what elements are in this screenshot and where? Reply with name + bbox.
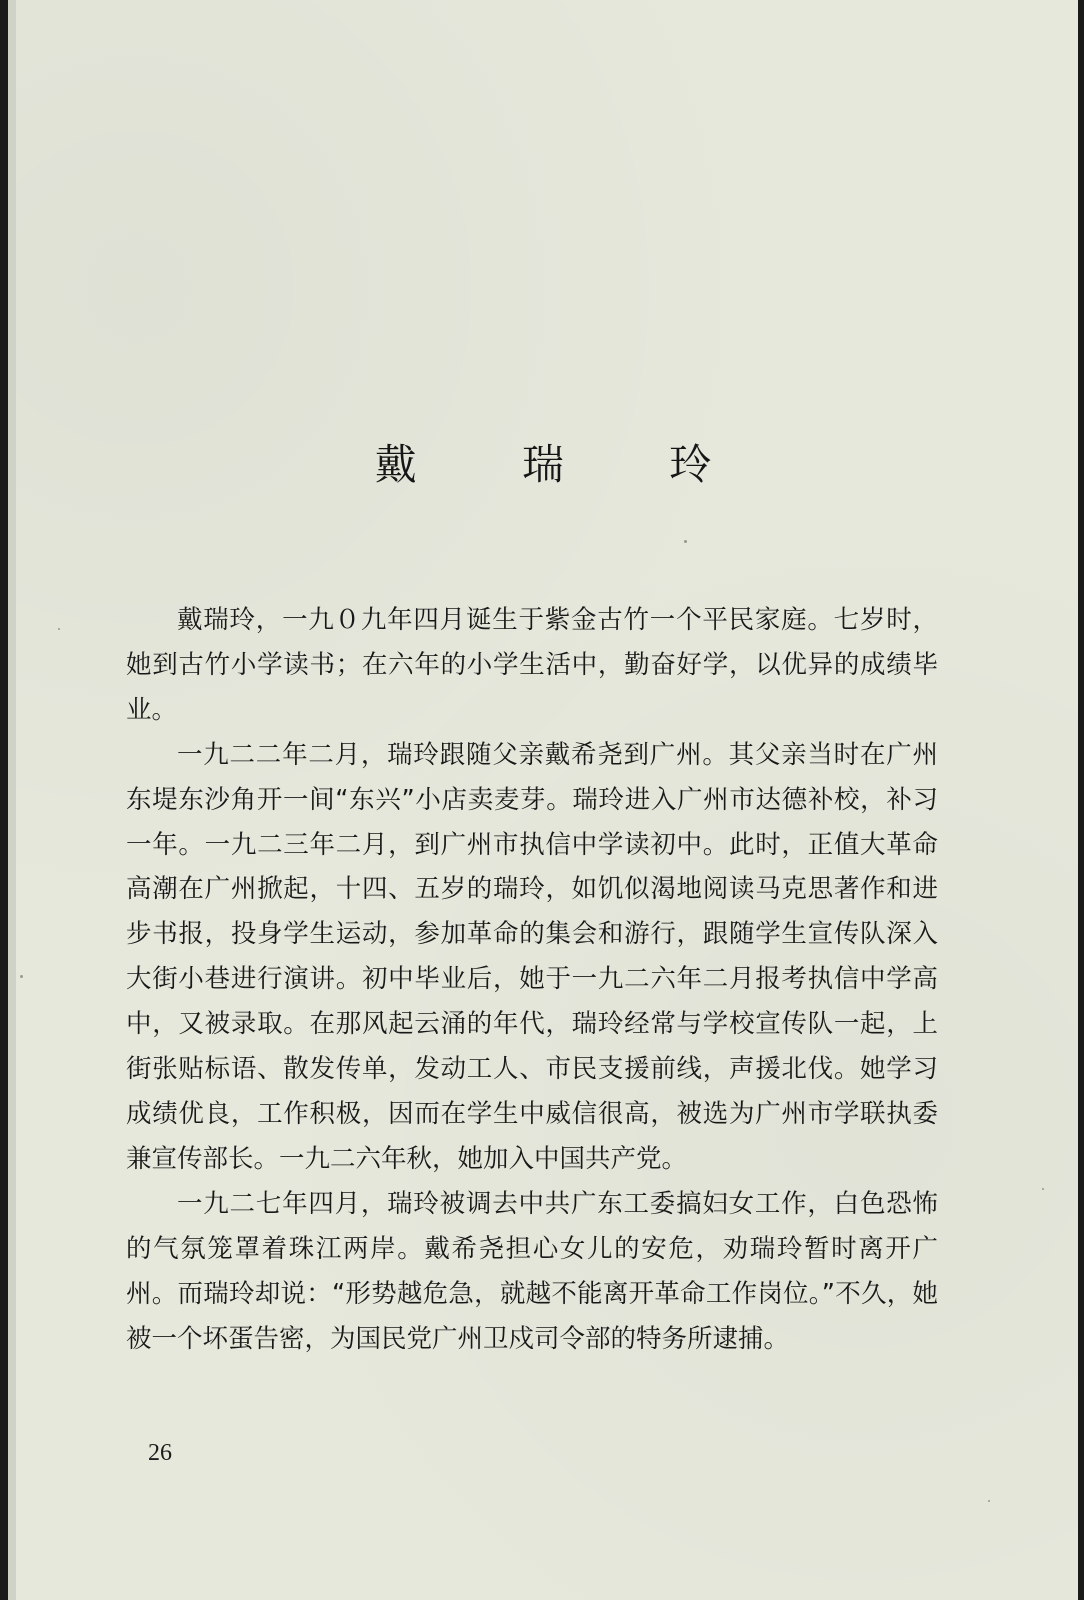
paper-speck [988, 1500, 990, 1502]
chapter-title: 戴 瑞 玲 [374, 440, 758, 489]
paragraph-3: 一九二七年四月，瑞玲被调去中共广东工委搞妇女工作，白色恐怖的气氛笼罩着珠江两岸。戴希尧担心女儿的安危，劝瑞玲暂时离开广州。而瑞玲却说：“形势越危急，就越不能离开革命工作岗位。”不久，她被一个坏蛋告密，为国民党广州卫戍司令部的特务所逮捕。 [126, 1188, 938, 1354]
paper-speck [58, 628, 60, 630]
paper-speck [1042, 1188, 1044, 1190]
book-page [8, 0, 1078, 1600]
page-edge [8, 0, 16, 1600]
paper-speck [684, 540, 687, 543]
body-text [126, 598, 938, 1361]
page-number: 26 [148, 1440, 172, 1466]
paragraph-2: 一九二二年二月，瑞玲跟随父亲戴希尧到广州。其父亲当时在广州东堤东沙角开一间“东兴”小店卖麦芽。瑞玲进入广州市达德补校，补习一年。一九二三年二月，到广州市执信中学读初中。此时，正值大革命高潮在广州掀起，十四、五岁的瑞玲，如饥似渴地阅读马克思著作和进步书报，投身学生运动，参加革命的集会和游行，跟随学生宣传队深入大街小巷进行演讲。初中毕业后，她于一九二六年二月报考执信中学高中，又被录取。在那风起云涌的年代，瑞玲经常与学校宣传队一起，上街张贴标语、散发传单，发动工人、市民支援前线，声援北伐。她学习成绩优良，工作积极，因而在学生中威信很高，被选为广州市学联执委兼宣传部长。一九二六年秋，她加入中国共产党。 [126, 739, 938, 1174]
paper-speck [20, 975, 23, 978]
paragraph-1: 戴瑞玲，一九０九年四月诞生于紫金古竹一个平民家庭。七岁时，她到古竹小学读书；在六年的小学生活中，勤奋好学，以优异的成绩毕业。 [126, 605, 938, 725]
